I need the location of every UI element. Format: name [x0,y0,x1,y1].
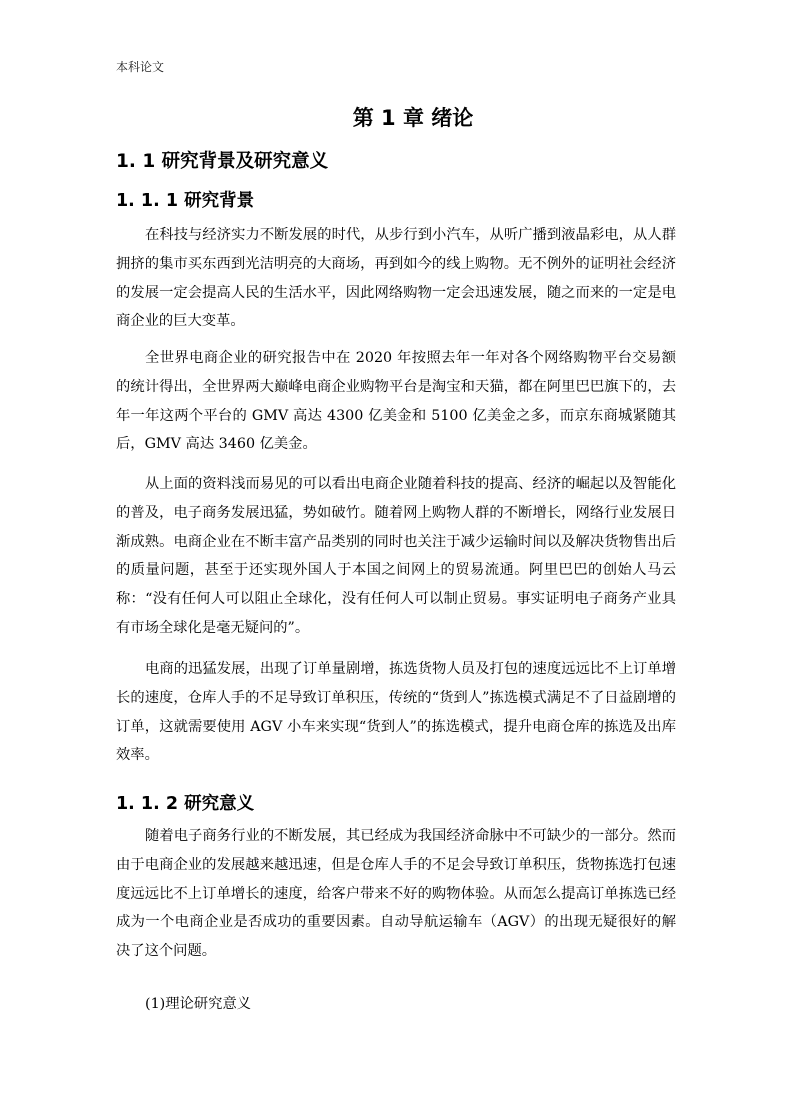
list-item-theory-significance: (1)理论研究意义 [145,996,252,1012]
running-header: 本科论文 [116,60,165,74]
paragraph-background-1: 在科技与经济实力不断发展的时代，从步行到小汽车，从听广播到液晶彩电，从人群拥挤的集市买东西到光洁明亮的大商场，再到如今的线上购物。无不例外的证明社会经济的发展一定会提高人民的生活水平，因此网络购物一定会迅速发展，随之而来的一定是电商企业的巨大变革。 [116,227,676,330]
section-heading-1-1-1: 1. 1. 1 研究背景 [116,191,255,211]
paragraph-background-2: 全世界电商企业的研究报告中在 2020 年按照去年一年对各个网络购物平台交易额的统计得出，全世界两大巅峰电商企业购物平台是淘宝和天猫，都在阿里巴巴旗下的，去年一年这两个平台的 GMV 高达 4300 亿美金和 5100 亿美金之多，而京东商城紧随其后，GMV 高达 3460 亿美金。 [116,350,676,453]
chapter-title: 第 1 章 绪论 [352,106,474,130]
paragraph-background-4: 电商的迅猛发展，出现了订单量剧增，拣选货物人员及打包的速度远远比不上订单增长的速度，仓库人手的不足导致订单积压，传统的“货到人”拣选模式满足不了日益剧增的订单，这就需要使用 AGV 小车来实现“货到人”的拣选模式，提升电商仓库的拣选及出库效率。 [116,661,676,764]
paragraph-background-3: 从上面的资料浅而易见的可以看出电商企业随着科技的提高、经济的崛起以及智能化的普及，电子商务发展迅猛，势如破竹。随着网上购物人群的不断增长，网络行业发展日渐成熟。电商企业在不断丰富产品类别的同时也关注于减少运输时间以及解决货物售出后的质量问题，甚至于还实现外国人于本国之间网上的贸易流通。阿里巴巴的创始人马云称：“没有任何人可以阻止全球化，没有任何人可以制止贸易。事实证明电子商务产业具有市场全球化是毫无疑问的”。 [116,476,676,636]
section-heading-1-1: 1. 1 研究背景及研究意义 [116,151,329,172]
header-divider [116,80,674,81]
section-heading-1-1-2: 1. 1. 2 研究意义 [116,794,255,814]
paragraph-significance-1: 随着电子商务行业的不断发展，其已经成为我国经济命脉中不可缺少的一部分。然而由于电商企业的发展越来越迅速，但是仓库人手的不足会导致订单积压，货物拣选打包速度远远比不上订单增长的速度，给客户带来不好的购物体验。从而怎么提高订单拣选已经成为一个电商企业是否成功的重要因素。自动导航运输车（AGV）的出现无疑很好的解决了这个问题。 [116,828,676,960]
